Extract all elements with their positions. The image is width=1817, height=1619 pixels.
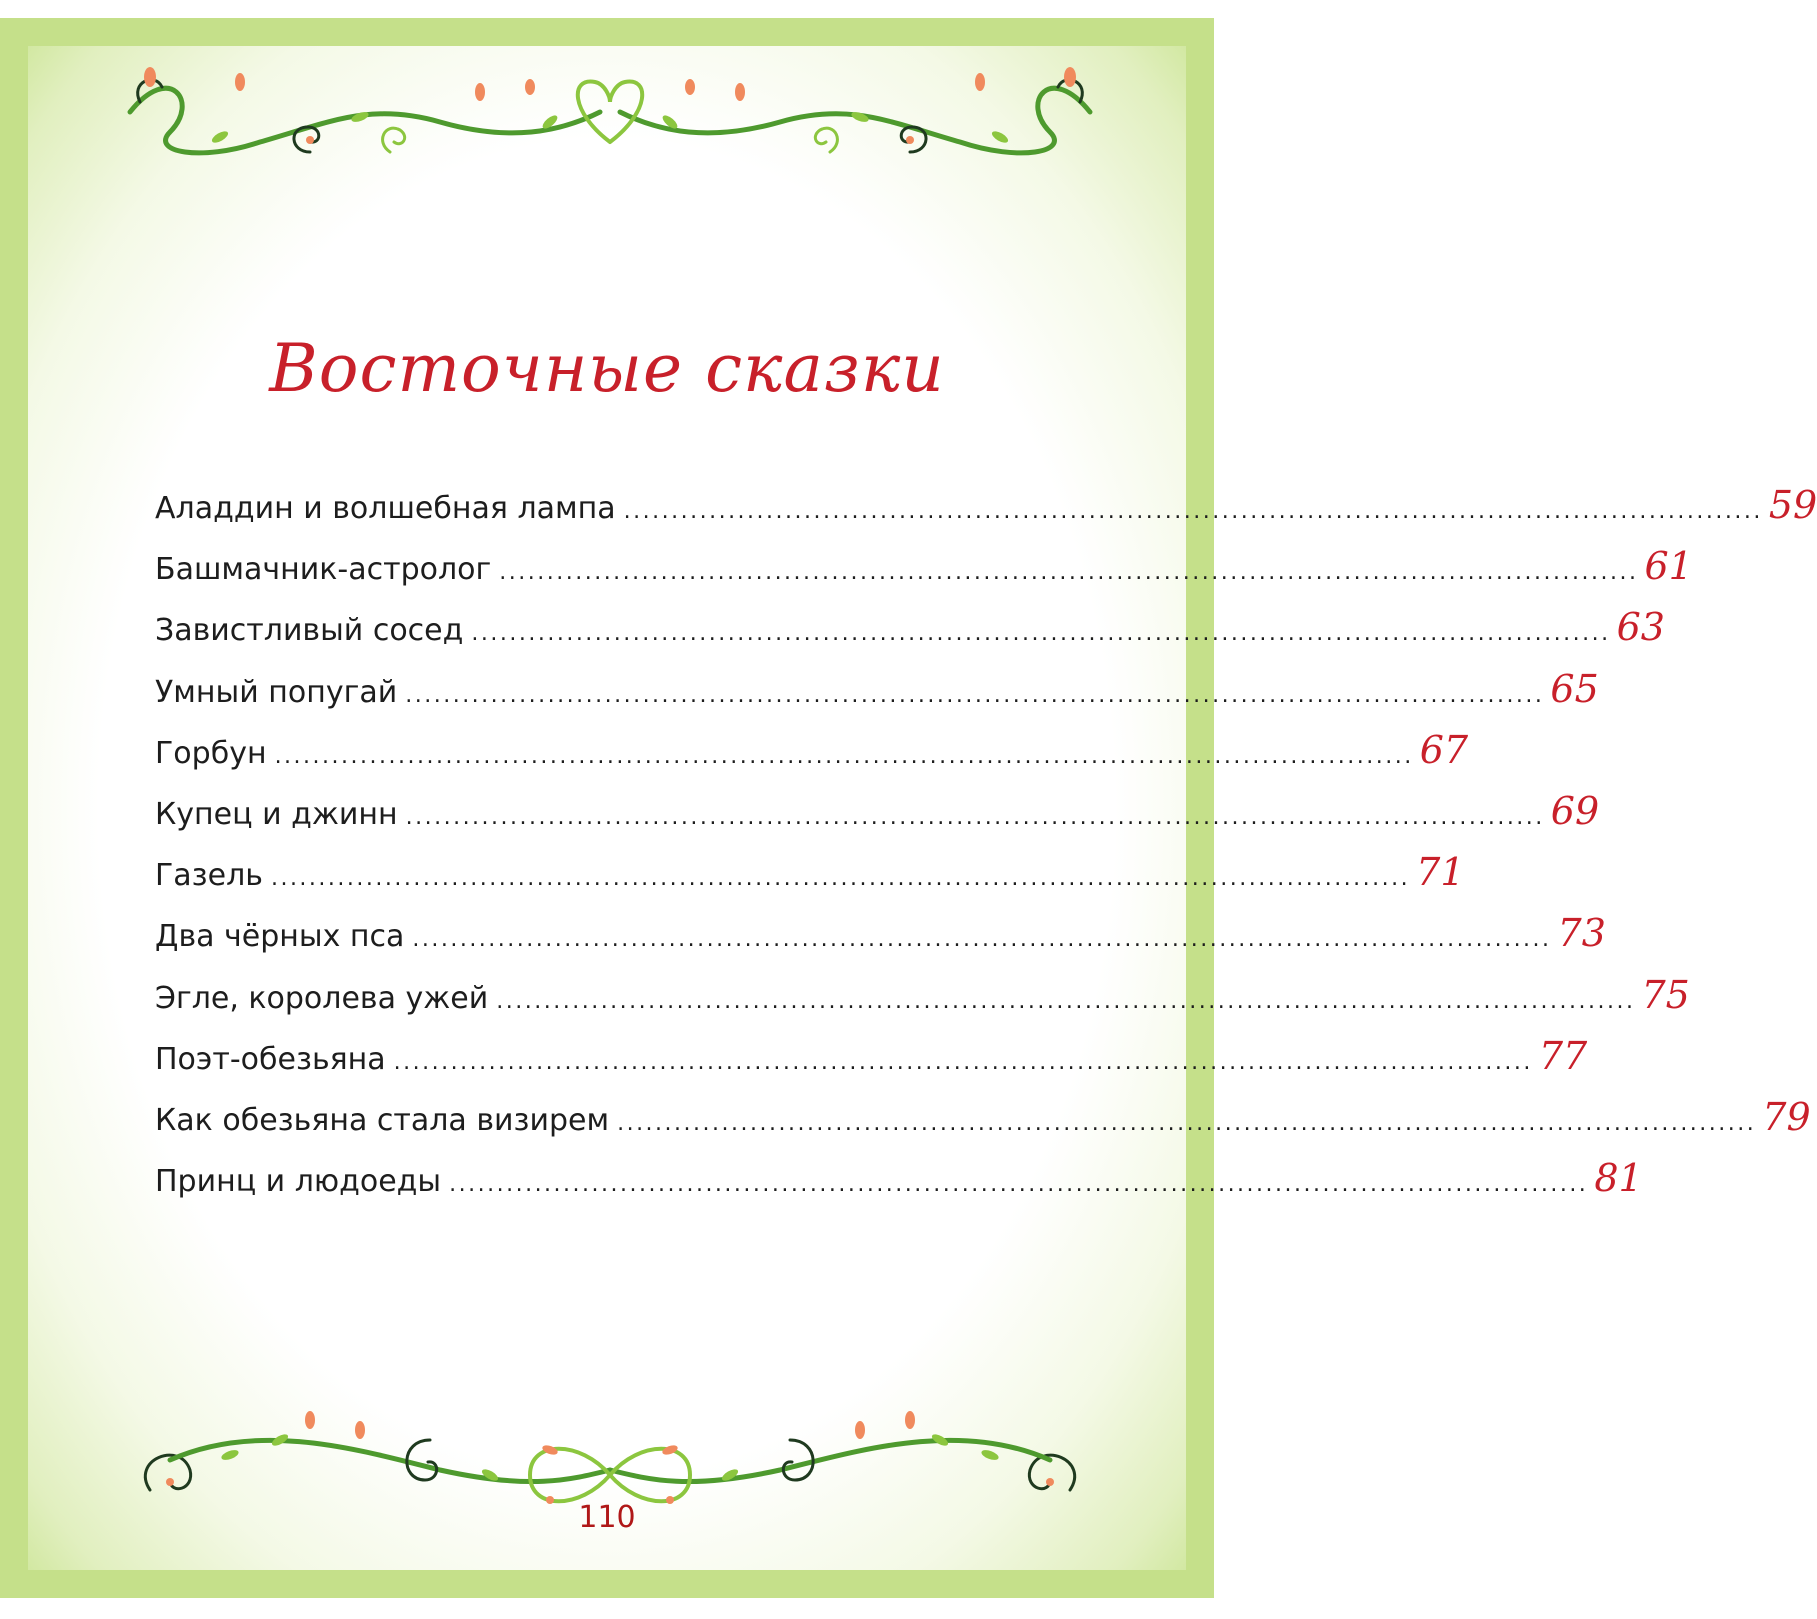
toc-page-number: 67 [1419,727,1469,772]
dot-leader: ........................................................................................................................ [617,1110,1757,1136]
toc-entry-title: Горбун [155,735,267,771]
toc-entry-title: Газель [155,858,263,894]
table-of-contents [155,483,1817,1217]
toc-row[interactable] [155,1094,1811,1156]
dot-leader: ........................................................................................................................ [270,866,1411,892]
toc-row[interactable] [155,972,1690,1034]
dot-leader: ........................................................................................................................ [393,1049,1533,1075]
dot-leader: ........................................................................................................................ [405,804,1545,830]
dot-leader: ........................................................................................................................ [471,621,1611,647]
top-floral-ornament-icon [110,42,1110,172]
toc-page-number: 63 [1616,605,1665,650]
toc-row[interactable] [155,850,1465,911]
toc-entry-title: Как обезьяна стала визирем [155,1102,610,1138]
toc-page-number: 61 [1644,544,1693,589]
toc-page-number: 65 [1550,666,1599,711]
toc-page-number: 73 [1557,911,1606,956]
toc-page-number: 81 [1594,1156,1643,1201]
dot-leader: ........................................................................................................................ [499,560,1639,586]
toc-entry-title: Аладдин и волшебная лампа [155,491,616,526]
toc-row[interactable] [155,788,1600,850]
toc-row[interactable] [155,911,1606,972]
dot-leader: ........................................................................................................................ [449,1172,1589,1198]
toc-row[interactable] [155,605,1665,666]
toc-entry-title: Эгле, королева ужей [155,980,489,1016]
toc-row[interactable] [155,1156,1643,1217]
toc-page-number: 71 [1416,850,1465,895]
toc-entry-title: Купец и джинн [155,796,398,832]
toc-row[interactable] [155,666,1599,728]
toc-entry-title: Завистливый сосед [155,613,464,649]
toc-page-number: 69 [1550,788,1600,833]
toc-entry-title: Умный попугай [155,674,398,710]
dot-leader: ........................................................................................................................ [412,927,1552,953]
toc-entry-title: Два чёрных пса [155,919,405,955]
dot-leader: ........................................................................................................................ [623,499,1763,524]
toc-entry-title: Башмачник-астролог [155,552,492,588]
toc-row[interactable] [155,727,1469,789]
toc-row[interactable] [155,544,1693,605]
section-title: Восточные сказки [269,330,945,407]
page-number: 110 [578,1500,636,1535]
toc-page-number: 77 [1538,1033,1588,1078]
toc-page-number: 59 [1768,483,1817,527]
toc-entry-title: Поэт-обезьяна [155,1041,386,1077]
toc-entry-title: Принц и людоеды [155,1164,442,1200]
toc-page-number: 79 [1762,1094,1811,1139]
dot-leader: ........................................................................................................................ [496,988,1636,1014]
dot-leader: ........................................................................................................................ [405,682,1545,708]
toc-row[interactable] [155,483,1817,544]
dot-leader: ........................................................................................................................ [274,743,1414,769]
toc-row[interactable] [155,1033,1588,1095]
toc-page-number: 75 [1641,972,1690,1017]
